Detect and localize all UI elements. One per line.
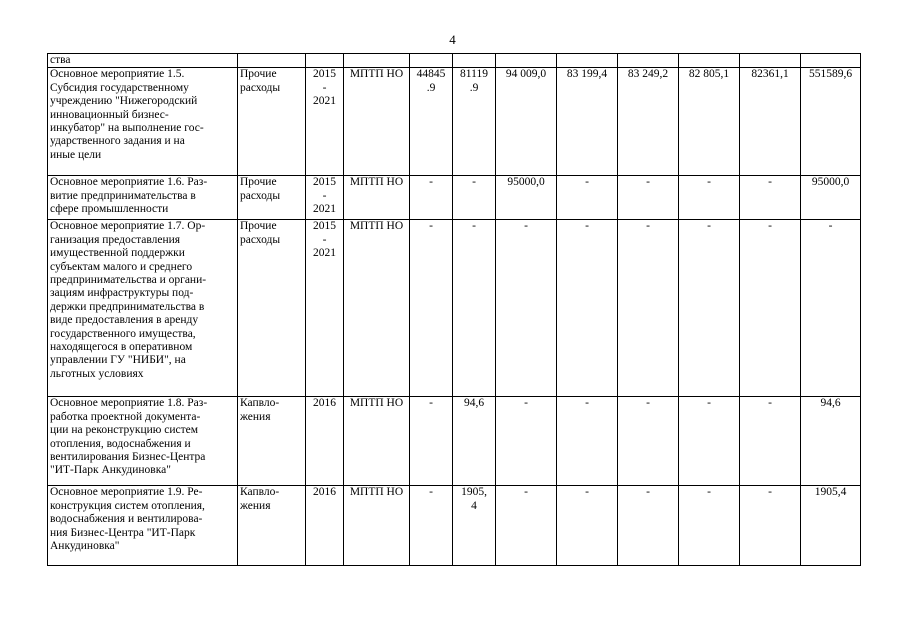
value-line: - xyxy=(707,397,711,410)
year-value-5 xyxy=(618,176,679,220)
year-value-2 xyxy=(453,68,496,176)
activity-description-line: Основное мероприятие 1.5. xyxy=(50,68,185,81)
activity-description-line: учреждению "Нижегородский xyxy=(50,95,198,108)
year-value-4 xyxy=(557,220,618,397)
value-line: - xyxy=(524,397,528,410)
total-value xyxy=(801,220,861,397)
table-row xyxy=(48,68,861,176)
table-row xyxy=(48,397,861,486)
responsible-org: МПТП НО xyxy=(344,220,410,397)
value-line: 94,6 xyxy=(820,397,841,410)
period-dash: - xyxy=(322,189,327,202)
total-value xyxy=(801,68,861,176)
value-line: 94,6 xyxy=(463,397,485,410)
activity-description-line: инновационный бизнес- xyxy=(50,108,169,121)
activity-description-line: Основное мероприятие 1.6. Раз- xyxy=(50,176,208,189)
activity-description-line: держки предпринимательства в xyxy=(50,300,205,313)
value-line: - xyxy=(524,486,528,499)
expense-type-line: расходы xyxy=(240,81,281,94)
value-line: .9 xyxy=(426,81,436,94)
activity-description xyxy=(48,68,238,176)
value-line: 82361,1 xyxy=(751,68,789,81)
expense-type xyxy=(238,220,306,397)
expense-type-line: Капвло- xyxy=(240,486,280,499)
year-value-4 xyxy=(557,176,618,220)
year-value-6 xyxy=(679,486,740,566)
year-value-6 xyxy=(679,68,740,176)
value-line: 83 249,2 xyxy=(627,68,669,81)
value-line: - xyxy=(429,220,433,233)
expense-type xyxy=(238,176,306,220)
period-start: 2015 xyxy=(313,68,336,81)
year-value-4 xyxy=(557,397,618,486)
value-line: 95000,0 xyxy=(507,176,545,189)
value-line: - xyxy=(646,397,650,410)
year-value-1 xyxy=(410,486,453,566)
value-line: - xyxy=(768,486,772,499)
continuation-text: ства xyxy=(48,54,238,68)
period-cell xyxy=(306,220,344,397)
activity-description-line: ударственного задания и на xyxy=(50,135,185,148)
activity-description-line: зациям инфраструктуры под- xyxy=(50,287,194,300)
year-value-5 xyxy=(618,68,679,176)
expense-type xyxy=(238,68,306,176)
expense-type xyxy=(238,486,306,566)
activity-description-line: конструкция систем отопления, xyxy=(50,499,205,512)
value-line: - xyxy=(768,220,772,233)
expense-type-line: Капвло- xyxy=(240,397,280,410)
year-value-2 xyxy=(453,176,496,220)
value-line: - xyxy=(768,176,772,189)
period-dash: - xyxy=(322,81,327,94)
value-line: - xyxy=(707,176,711,189)
year-value-2 xyxy=(453,220,496,397)
table-body xyxy=(48,54,861,566)
activity-description-line: имущественной поддержки xyxy=(50,247,185,260)
activity-description xyxy=(48,486,238,566)
value-line: 94 009,0 xyxy=(505,68,547,81)
value-line: 83 199,4 xyxy=(566,68,608,81)
value-line: - xyxy=(768,397,772,410)
table-row xyxy=(48,486,861,566)
year-value-1 xyxy=(410,220,453,397)
activity-description-line: Субсидия государственному xyxy=(50,81,189,94)
value-line: .9 xyxy=(469,81,479,94)
year-value-4 xyxy=(557,68,618,176)
page-number: 4 xyxy=(449,32,456,47)
value-line: - xyxy=(524,220,528,233)
activity-description-line: работка проектной документа- xyxy=(50,410,201,423)
total-value xyxy=(801,176,861,220)
period-cell xyxy=(306,176,344,220)
value-line: - xyxy=(828,220,833,233)
activity-description-line: инкубатор" на выполнение гос- xyxy=(50,122,204,135)
year-value-5 xyxy=(618,397,679,486)
activity-description xyxy=(48,176,238,220)
value-line: - xyxy=(472,220,476,233)
period-start: 2015 xyxy=(313,220,336,233)
activity-description-line: ганизация предоставления xyxy=(50,233,181,246)
activity-description-line: находящегося в оперативном xyxy=(50,341,193,354)
value-line: 82 805,1 xyxy=(688,68,730,81)
year-value-7 xyxy=(740,176,801,220)
expense-type-line: Прочие xyxy=(240,68,277,81)
year-value-3 xyxy=(496,220,557,397)
year-value-1 xyxy=(410,176,453,220)
value-line: - xyxy=(646,220,650,233)
value-line: - xyxy=(646,486,650,499)
activity-description xyxy=(48,397,238,486)
total-value xyxy=(801,397,861,486)
year-value-3 xyxy=(496,176,557,220)
period-cell xyxy=(306,68,344,176)
program-table xyxy=(47,53,861,566)
activity-description-line: ции на реконструкцию систем xyxy=(50,424,198,437)
activity-description-line: отопления, водоснабжения и xyxy=(50,437,191,450)
value-line: 1905,4 xyxy=(814,486,847,499)
value-line: - xyxy=(585,397,589,410)
value-line: 551589,6 xyxy=(808,68,853,81)
period-dash: - xyxy=(322,233,327,246)
period-end: 2021 xyxy=(313,203,336,216)
activity-description-line: иные цели xyxy=(50,148,102,161)
year-value-1 xyxy=(410,397,453,486)
year-value-7 xyxy=(740,220,801,397)
activity-description-line: сфере промышленности xyxy=(50,203,169,216)
period-start: 2016 xyxy=(313,486,336,499)
value-line: - xyxy=(429,176,433,189)
expense-type-line: жения xyxy=(240,499,271,512)
value-line: - xyxy=(472,176,476,189)
activity-description-line: Основное мероприятие 1.9. Ре- xyxy=(50,486,203,499)
year-value-3 xyxy=(496,68,557,176)
activity-description-line: ния Бизнес-Центра "ИТ-Парк xyxy=(50,526,196,539)
value-line: - xyxy=(585,176,589,189)
period-start: 2016 xyxy=(313,397,336,410)
value-line: - xyxy=(429,397,433,410)
value-line: - xyxy=(646,176,650,189)
table-row xyxy=(48,176,861,220)
responsible-org: МПТП НО xyxy=(344,176,410,220)
value-line: 44845 xyxy=(416,68,446,81)
year-value-7 xyxy=(740,68,801,176)
year-value-6 xyxy=(679,220,740,397)
activity-description-line: субъектам малого и среднего xyxy=(50,260,193,273)
responsible-org: МПТП НО xyxy=(344,486,410,566)
value-line: 4 xyxy=(471,499,477,512)
expense-type-line: Прочие xyxy=(240,176,277,189)
activity-description-line: управлении ГУ "НИБИ", на xyxy=(50,354,186,367)
activity-description-line: Основное мероприятие 1.8. Раз- xyxy=(50,397,208,410)
continuation-row xyxy=(48,54,861,68)
value-line: - xyxy=(585,220,589,233)
year-value-1 xyxy=(410,68,453,176)
responsible-org: МПТП НО xyxy=(344,68,410,176)
period-end: 2021 xyxy=(313,247,336,260)
year-value-2 xyxy=(453,397,496,486)
expense-type-line: расходы xyxy=(240,189,281,202)
year-value-3 xyxy=(496,486,557,566)
activity-description-line: виде предоставления в аренду xyxy=(50,314,199,327)
activity-description-line: водоснабжения и вентилирова- xyxy=(50,513,203,526)
value-line: - xyxy=(429,486,433,499)
value-line: 1905, xyxy=(461,486,487,499)
year-value-2 xyxy=(453,486,496,566)
year-value-5 xyxy=(618,220,679,397)
value-line: 95000,0 xyxy=(811,176,850,189)
expense-type-line: расходы xyxy=(240,233,281,246)
activity-description-line: Основное мероприятие 1.7. Ор- xyxy=(50,220,206,233)
value-line: - xyxy=(585,486,589,499)
period-cell xyxy=(306,397,344,486)
activity-description-line: "ИТ-Парк Анкудиновка" xyxy=(50,464,171,477)
period-cell xyxy=(306,486,344,566)
expense-type xyxy=(238,397,306,486)
activity-description-line: государственного имущества, xyxy=(50,327,196,340)
activity-description-line: витие предпринимательства в xyxy=(50,189,196,202)
responsible-org: МПТП НО xyxy=(344,397,410,486)
year-value-7 xyxy=(740,397,801,486)
year-value-6 xyxy=(679,176,740,220)
year-value-5 xyxy=(618,486,679,566)
activity-description-line: вентилирования Бизнес-Центра xyxy=(50,451,206,464)
expense-type-line: жения xyxy=(240,410,271,423)
activity-description xyxy=(48,220,238,397)
activity-description-line: льготных условиях xyxy=(50,367,144,380)
total-value xyxy=(801,486,861,566)
year-value-6 xyxy=(679,397,740,486)
year-value-3 xyxy=(496,397,557,486)
value-line: - xyxy=(707,220,711,233)
table-row xyxy=(48,220,861,397)
value-line: - xyxy=(707,486,711,499)
activity-description-line: Анкудиновка" xyxy=(50,540,120,553)
year-value-7 xyxy=(740,486,801,566)
expense-type-line: Прочие xyxy=(240,220,277,233)
value-line: 81119 xyxy=(460,68,488,81)
period-end: 2021 xyxy=(313,95,336,108)
period-start: 2015 xyxy=(313,176,336,189)
year-value-4 xyxy=(557,486,618,566)
activity-description-line: предпринимательства и органи- xyxy=(50,274,207,287)
